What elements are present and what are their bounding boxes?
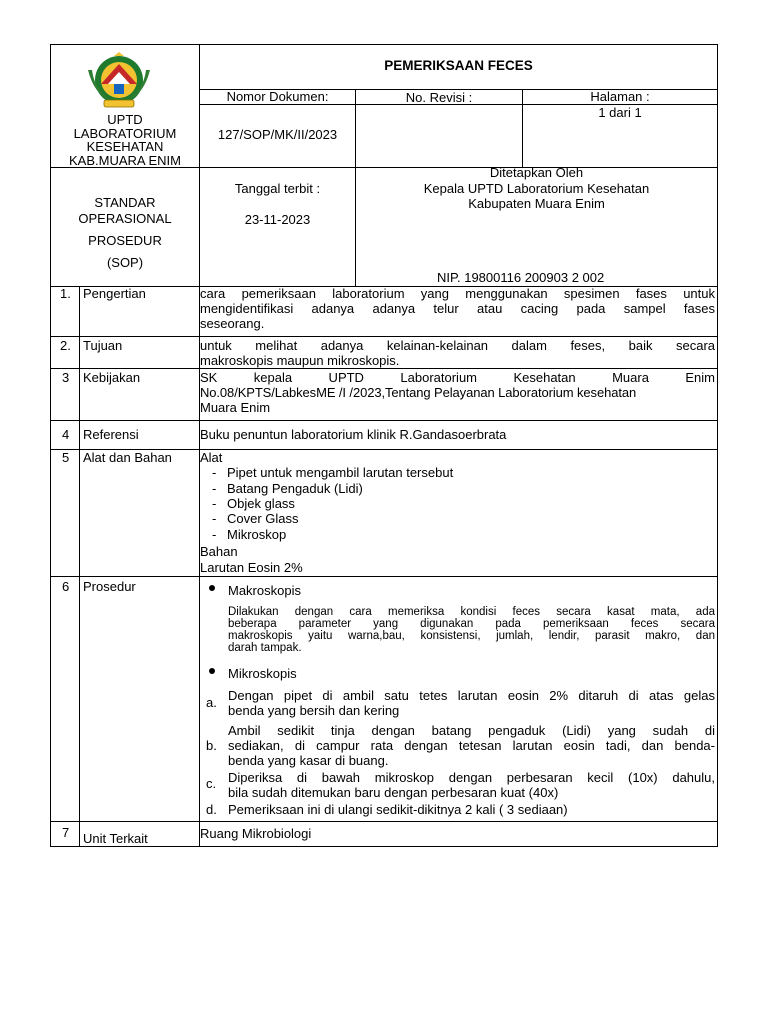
row-number: 7 — [62, 825, 70, 840]
border-top — [50, 44, 718, 45]
row-number: 5 — [62, 450, 70, 465]
mikroskopis-title: Mikroskopis — [228, 666, 297, 681]
sop-line: (SOP) — [106, 255, 144, 270]
halaman-value: 1 dari 1 — [598, 105, 642, 120]
row-number: 1. — [60, 286, 71, 301]
border-right — [717, 44, 718, 847]
tanggal-terbit-label: Tanggal terbit : — [234, 181, 321, 196]
text-line: Diperiksa di bawah mikroskop dengan perbesaran kecil (10x) dahulu, — [228, 770, 715, 785]
kebijakan-text — [200, 370, 715, 415]
row-label: Alat dan Bahan — [83, 450, 172, 465]
sop-line: PROSEDUR — [88, 233, 162, 248]
text-line: SK kepala UPTD Laboratorium Kesehatan Muara Enim — [200, 370, 715, 385]
text-line: Dengan pipet di ambil satu tetes larutan eosin 2% ditaruh di atas gelas — [228, 688, 715, 703]
institution-line: KAB.MUARA ENIM — [69, 152, 181, 168]
line-h-row5 — [50, 576, 718, 577]
step-marker: a. — [206, 695, 217, 710]
text-line: sediakan, di campur rata dengan tetesan larutan eosin tadi, dan benda- — [228, 738, 715, 753]
text-line: seseorang. — [200, 316, 265, 331]
text-line: makroskopis maupun mikroskopis. — [200, 353, 400, 368]
line-v-number — [79, 286, 80, 847]
step-text — [228, 688, 715, 718]
dash-marker: - — [212, 527, 217, 542]
alat-item: Batang Pengaduk (Lidi) — [227, 481, 363, 496]
text-line: untuk melihat adanya kelainan-kelainan dalam feses, baik secara — [200, 338, 715, 353]
sop-label — [51, 195, 199, 271]
ditetapkan-line: Kepala UPTD Laboratorium Kesehatan — [423, 180, 650, 196]
makroskopis-title: Makroskopis — [228, 583, 301, 598]
referensi-text: Buku penuntun laboratorium klinik R.Gandasoerbrata — [200, 427, 507, 442]
revisi-label: No. Revisi : — [405, 90, 473, 105]
dash-marker: - — [212, 481, 217, 496]
makroskopis-text — [228, 606, 715, 654]
sop-line: STANDAR — [94, 195, 156, 210]
ditetapkan-line: Ditetapkan Oleh — [489, 165, 584, 180]
sop-line: OPERASIONAL — [78, 211, 172, 226]
line-h-row1 — [50, 336, 718, 337]
row-label: Pengertian — [83, 286, 146, 301]
step-marker: c. — [206, 776, 217, 791]
institution-line: LABORATORIUM — [73, 125, 177, 141]
dash-marker: - — [212, 496, 217, 511]
step-text: Pemeriksaan ini di ulangi sedikit-dikitnya 2 kali ( 3 sediaan) — [228, 802, 568, 817]
line-v-logo — [199, 44, 200, 847]
nomor-dokumen-value: 127/SOP/MK/II/2023 — [217, 127, 338, 142]
ditetapkan-block — [356, 165, 717, 212]
line-h-row6 — [50, 821, 718, 822]
nip-text: NIP. 19800116 200903 2 002 — [437, 270, 605, 285]
text-line: cara pemeriksaan laboratorium yang menggunakan spesimen fases untuk — [200, 286, 715, 301]
row-label: Prosedur — [83, 579, 136, 594]
text-line: beberapa parameter yang digunakan pada pemeriksaan feces secara — [228, 618, 715, 630]
bullet-icon — [209, 585, 215, 591]
text-line: bila sudah ditemukan baru dengan perbesaran kuat (40x) — [228, 785, 559, 800]
unit-terkait-text: Ruang Mikrobiologi — [200, 826, 312, 841]
institution-name — [51, 113, 199, 167]
pengertian-text — [200, 286, 715, 331]
text-line: benda yang bersih dan kering — [228, 703, 400, 718]
text-line: benda yang kasar di buang. — [228, 753, 389, 768]
alat-item: Objek glass — [227, 496, 295, 511]
ditetapkan-line: Kabupaten Muara Enim — [468, 196, 605, 211]
alat-item: Cover Glass — [227, 511, 299, 526]
tujuan-text — [200, 338, 715, 368]
bahan-label: Bahan — [200, 544, 238, 559]
bullet-icon — [209, 668, 215, 674]
border-bottom — [50, 846, 718, 847]
bahan-item: Larutan Eosin 2% — [200, 560, 303, 575]
row-label: Kebijakan — [83, 370, 141, 385]
regency-emblem-icon — [80, 50, 158, 110]
line-h-row3 — [50, 420, 718, 421]
step-text — [228, 770, 715, 800]
institution-line: KESEHATAN — [86, 139, 164, 154]
alat-item: Mikroskop — [227, 527, 287, 542]
text-line: Muara Enim — [200, 400, 271, 415]
halaman-label: Halaman : — [590, 89, 650, 104]
row-number: 2. — [60, 338, 71, 353]
text-line: mengidentifikasi adanya adanya telur atau cacing pada sampel fases — [200, 301, 715, 316]
nomor-dokumen-label: Nomor Dokumen: — [226, 89, 329, 104]
step-text — [228, 723, 715, 768]
text-line: darah tampak. — [228, 642, 302, 654]
row-label: Referensi — [83, 427, 139, 442]
row-label: Tujuan — [83, 338, 123, 353]
alat-label: Alat — [200, 450, 223, 465]
text-line: No.08/KPTS/LabkesME /I /2023,Tentang Pelayanan Laboratorium kesehatan — [200, 385, 637, 400]
tanggal-terbit-value: 23-11-2023 — [244, 212, 311, 227]
text-line: Dilakukan dengan cara memeriksa kondisi feces secara kasat mata, ada — [228, 606, 715, 618]
row-label: Unit Terkait — [83, 831, 148, 846]
text-line: makroskopis yaitu warna,bau, konsistensi, jumlah, lendir, parasit makro, dan — [228, 630, 715, 642]
document-title: PEMERIKSAAN FECES — [384, 58, 533, 73]
text-line: Ambil sedikit tinja dengan batang pengaduk (Lidi) yang sudah di — [228, 723, 715, 738]
row-number: 3 — [62, 370, 70, 385]
step-marker: d. — [206, 802, 217, 817]
dash-marker: - — [212, 511, 217, 526]
step-marker: b. — [206, 738, 217, 753]
alat-item: Pipet untuk mengambil larutan tersebut — [227, 465, 454, 480]
dash-marker: - — [212, 465, 217, 480]
row-number: 4 — [62, 427, 70, 442]
row-number: 6 — [62, 579, 70, 594]
line-h-row2 — [50, 368, 718, 369]
institution-line: UPTD — [107, 112, 143, 127]
